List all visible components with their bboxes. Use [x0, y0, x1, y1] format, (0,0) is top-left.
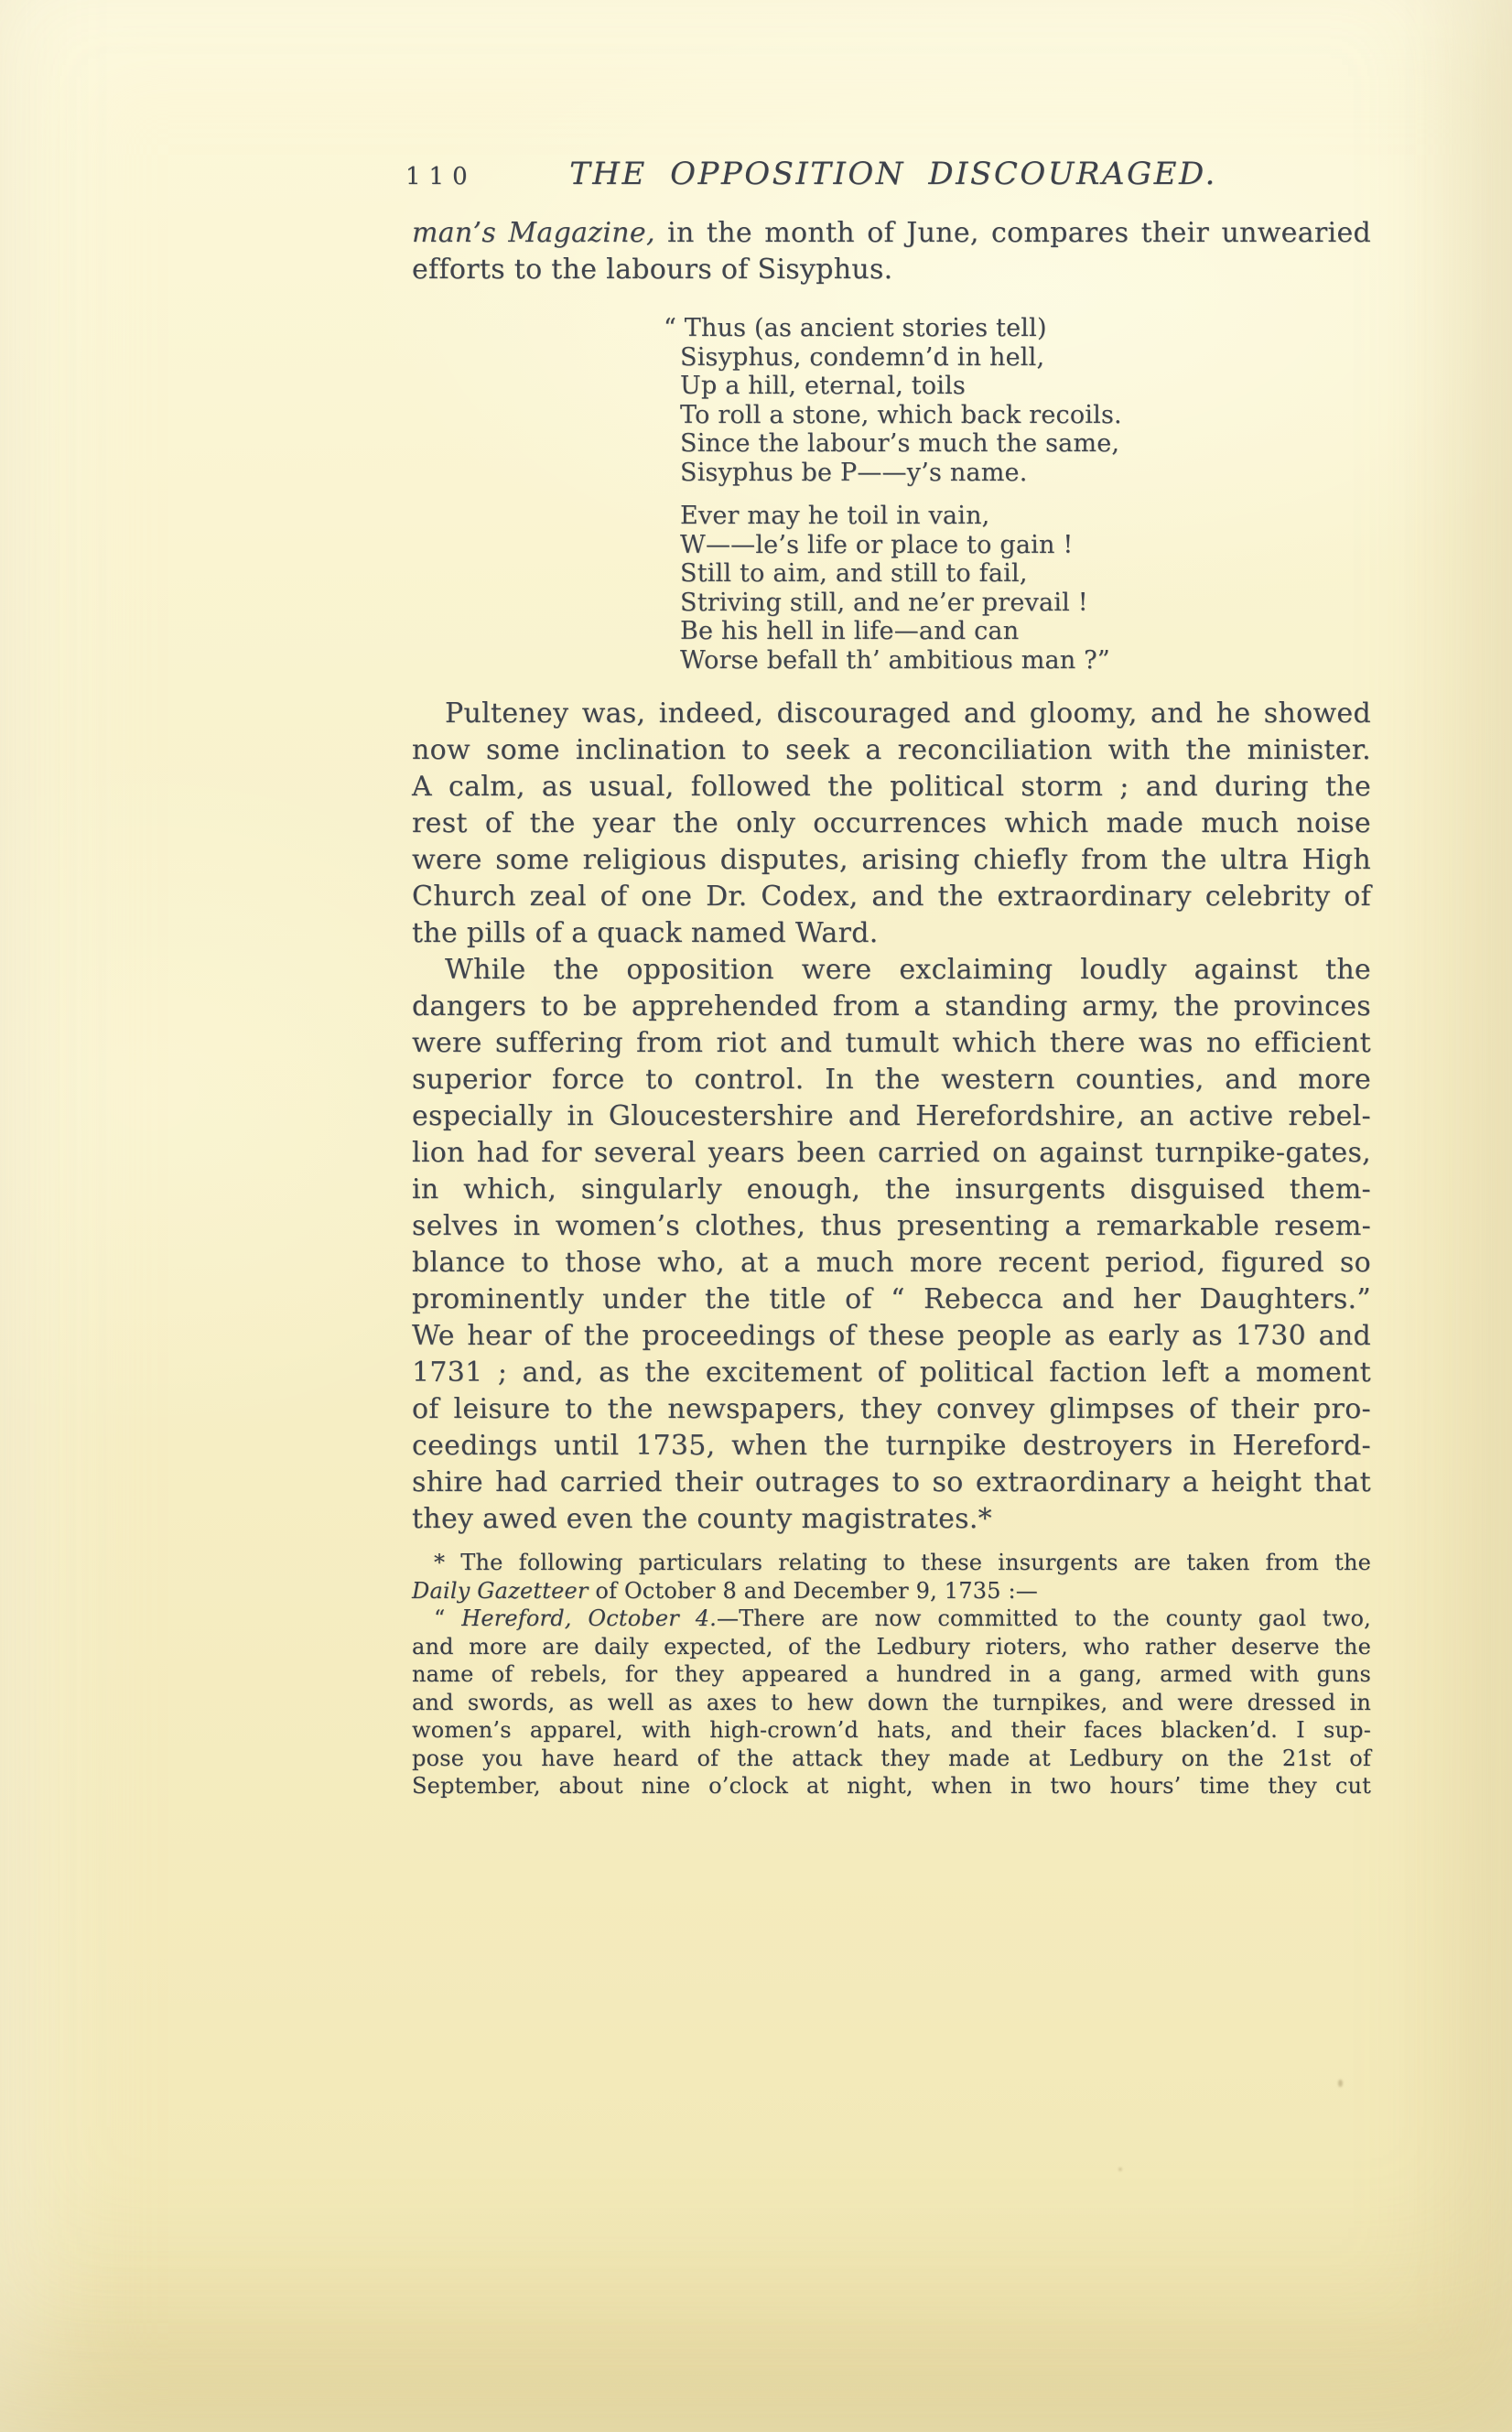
text-line: [680, 646, 1371, 676]
text-line: [412, 1098, 1371, 1135]
text-segment: While the opposition were exclaiming loudly against the: [445, 954, 1371, 986]
text-line: [412, 1605, 1371, 1633]
text-line: [680, 502, 1371, 531]
text-segment: efforts to the labours of Sisyphus.: [412, 254, 893, 286]
text-segment: and swords, as well as axes to hew down the turnpikes, and were dressed in: [412, 1689, 1371, 1715]
text-line: [412, 1062, 1371, 1098]
text-segment: they awed even the county magistrates.*: [412, 1503, 992, 1535]
text-line: [412, 1391, 1371, 1428]
text-line: [412, 1501, 1371, 1538]
text-line: [412, 1208, 1371, 1245]
footnote-extract: [412, 1605, 1371, 1800]
text-segment: the pills of a quack named Ward.: [412, 917, 879, 949]
text-line: [680, 459, 1371, 488]
text-segment: 1731 ; and, as the excitement of political faction left a moment: [412, 1357, 1371, 1389]
text-line: [412, 1281, 1371, 1318]
text-line: [412, 215, 1371, 252]
text-line: [412, 842, 1371, 879]
text-segment: especially in Gloucestershire and Herefordshire, an active rebel-: [412, 1100, 1371, 1132]
paragraph-pulteney: [412, 696, 1371, 952]
text-line: [412, 252, 1371, 288]
text-line: [412, 1355, 1371, 1391]
text-line: [412, 915, 1371, 952]
text-segment: Sisyphus, condemn’d in hell,: [680, 342, 1045, 372]
text-segment: * The following particulars relating to these insurgents are taken from the: [434, 1550, 1371, 1575]
text-segment: “: [434, 1605, 462, 1631]
text-segment: We hear of the proceedings of these people as early as 1730 and: [412, 1320, 1371, 1352]
text-segment: Be his hell in life—and can: [680, 617, 1020, 645]
text-line: [412, 1716, 1371, 1745]
text-segment: Daily Gazetteer: [412, 1577, 589, 1604]
text-line: [680, 429, 1371, 459]
text-line: [412, 1772, 1371, 1800]
text-segment: Since the labour’s much the same,: [680, 429, 1120, 458]
text-line: [412, 952, 1371, 989]
text-line: [680, 589, 1371, 618]
text-segment: Worse befall th’ ambitious man ?”: [680, 645, 1110, 675]
text-segment: shire had carried their outrages to so extraordinary a height that: [412, 1466, 1371, 1498]
text-segment: name of rebels, for they appeared a hundred in a gang, armed with guns: [412, 1661, 1371, 1687]
text-line: [412, 1577, 1371, 1605]
paragraph-opening: [412, 215, 1371, 288]
text-segment: Pulteney was, indeed, discouraged and gloomy, and he showed: [445, 697, 1371, 730]
text-segment: in which, singularly enough, the insurgents disguised them-: [412, 1173, 1371, 1205]
page-header: [405, 156, 1371, 198]
text-segment: blance to those who, at a much more recent period, figured so: [412, 1247, 1371, 1279]
paper-speck: [1118, 2167, 1122, 2171]
text-line: [680, 401, 1371, 430]
text-segment: man’s Magazine,: [412, 217, 655, 249]
text-segment: Up a hill, eternal, toils: [680, 372, 966, 400]
text-segment: pose you have heard of the attack they made at Ledbury on the 21st of: [412, 1745, 1371, 1771]
text-segment: Ever may he toil in vain,: [680, 502, 990, 530]
paper-speck: [1338, 2080, 1343, 2087]
text-segment: A calm, as usual, followed the political storm ; and during the: [412, 771, 1371, 803]
text-line: [680, 531, 1371, 560]
text-segment: Striving still, and ne’er prevail !: [680, 588, 1088, 617]
text-line: [412, 696, 1371, 732]
text-line: [412, 879, 1371, 915]
text-segment: To roll a stone, which back recoils.: [680, 400, 1122, 429]
footnote: [412, 1549, 1371, 1800]
text-line: [412, 732, 1371, 769]
text-line: [680, 617, 1371, 646]
text-line: [664, 314, 1371, 343]
text-segment: were suffering from riot and tumult which there was no efficient: [412, 1027, 1371, 1059]
text-line: [680, 372, 1371, 401]
text-segment: lion had for several years been carried on against turnpike-gates,: [412, 1137, 1371, 1169]
text-segment: women’s apparel, with high-crown’d hats, and their faces blacken’d. I sup-: [412, 1717, 1371, 1743]
poem-stanza-1: [664, 314, 1371, 487]
text-line: [412, 1428, 1371, 1465]
text-line: [680, 343, 1371, 373]
text-segment: of leisure to the newspapers, they convey glimpses of their pro-: [412, 1393, 1371, 1425]
text-line: [412, 1549, 1371, 1577]
text-column: [405, 156, 1372, 1800]
text-segment: Sisyphus be P——y’s name.: [680, 458, 1028, 487]
text-segment: in the month of June, compares their unwearied: [654, 217, 1372, 249]
text-line: [412, 1135, 1371, 1172]
text-line: [412, 1745, 1371, 1773]
poem-quotation: [664, 314, 1371, 675]
text-line: [412, 1660, 1371, 1689]
text-segment: Hereford, October 4.: [461, 1605, 718, 1631]
text-segment: now some inclination to seek a reconciliation with the minister.: [412, 734, 1371, 766]
running-title: THE OPPOSITION DISCOURAGED.: [569, 156, 1217, 192]
text-segment: Still to aim, and still to fail,: [680, 559, 1028, 588]
text-line: [412, 989, 1371, 1025]
text-segment: ceedings until 1735, when the turnpike destroyers in Hereford-: [412, 1430, 1371, 1462]
page-number: 110: [405, 163, 476, 190]
text-line: [412, 769, 1371, 805]
poem-stanza-2: [680, 502, 1371, 675]
text-segment: Church zeal of one Dr. Codex, and the extraordinary celebrity of: [412, 881, 1371, 913]
text-segment: “ Thus (as ancient stories tell): [664, 314, 1047, 342]
text-segment: of October 8 and December 9, 1735 :—: [588, 1577, 1038, 1604]
text-line: [412, 1633, 1371, 1661]
text-segment: selves in women’s clothes, thus presenting a remarkable resem-: [412, 1210, 1371, 1242]
text-segment: September, about nine o’clock at night, when in two hours’ time they cut: [412, 1773, 1371, 1799]
text-segment: dangers to be apprehended from a standing army, the provinces: [412, 990, 1371, 1022]
text-line: [680, 559, 1371, 589]
text-segment: superior force to control. In the western counties, and more: [412, 1064, 1371, 1096]
footnote-source: [412, 1549, 1371, 1605]
text-line: [412, 1172, 1371, 1208]
text-segment: W——le’s life or place to gain !: [680, 530, 1074, 559]
paragraph-opposition: [412, 952, 1371, 1538]
text-segment: and more are daily expected, of the Ledbury rioters, who rather deserve the: [412, 1633, 1371, 1659]
text-line: [412, 805, 1371, 842]
text-segment: prominently under the title of “ Rebecca and her Daughters.”: [412, 1283, 1371, 1315]
text-line: [412, 1689, 1371, 1717]
text-line: [412, 1465, 1371, 1501]
text-line: [412, 1318, 1371, 1355]
text-line: [412, 1025, 1371, 1062]
text-segment: were some religious disputes, arising chiefly from the ultra High: [412, 844, 1371, 876]
text-segment: —There are now committed to the county gaol two,: [717, 1605, 1371, 1631]
text-segment: rest of the year the only occurrences which made much noise: [412, 807, 1371, 839]
text-line: [412, 1245, 1371, 1281]
